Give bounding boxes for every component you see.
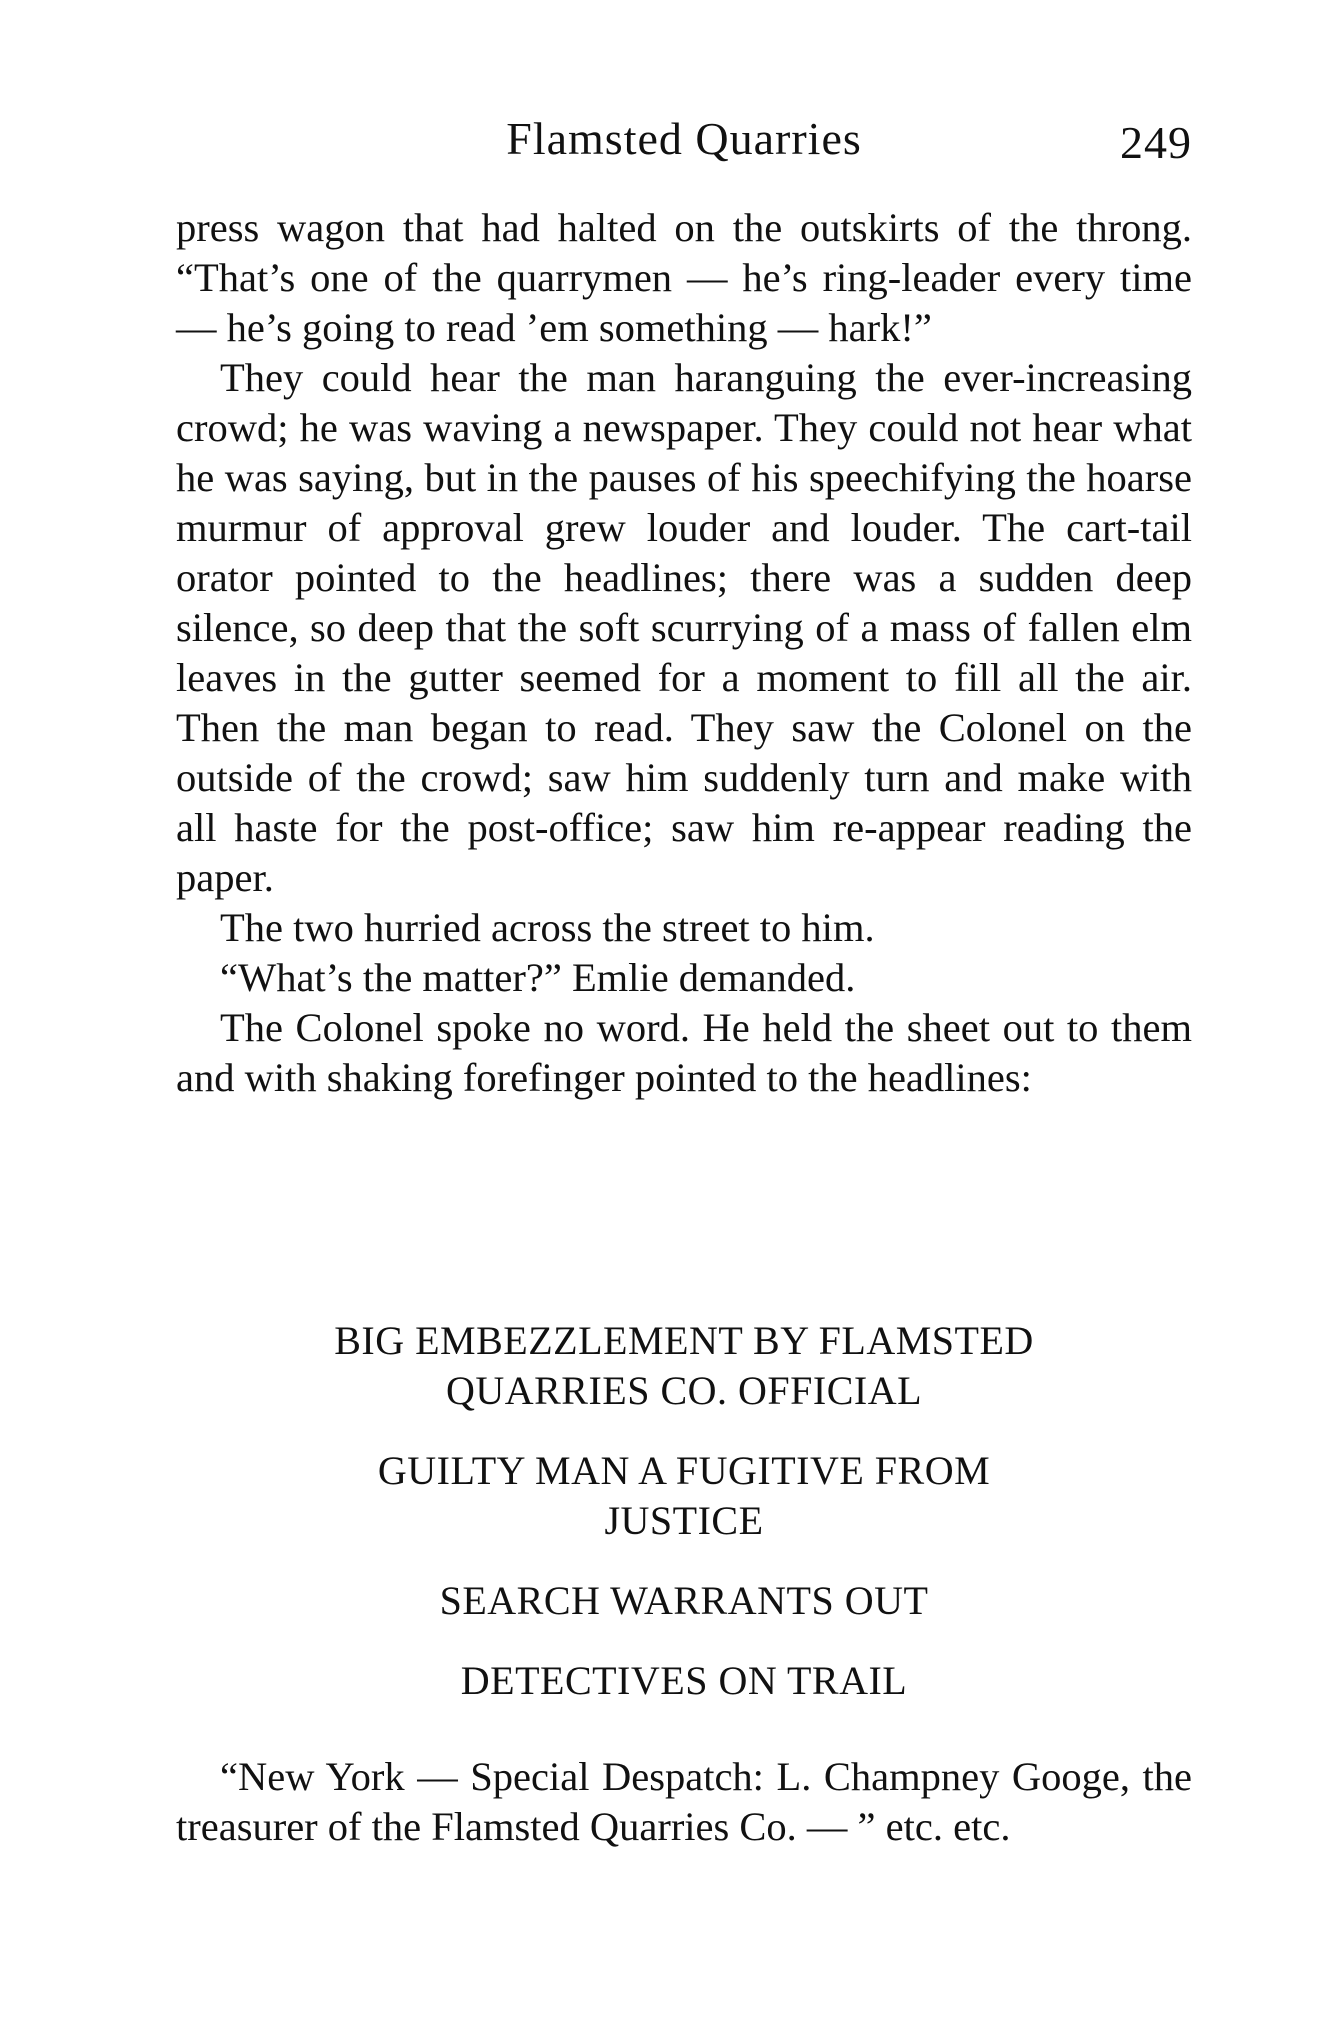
paragraph: press wagon that had halted on the outskirts of the throng. “That’s one of the quarrymen — he’s ring-leader every time — he’s going to read ’em something — hark!” — [176, 205, 1192, 350]
paragraph: The two hurried across the street to him. — [220, 905, 875, 950]
page-number: 249 — [1120, 117, 1192, 168]
paragraph: The Colonel spoke no word. He held the sheet out to them and with shaking forefinger pointed to the headlines: — [176, 1005, 1192, 1100]
newspaper-headlines — [176, 1316, 1192, 1736]
paragraph: “What’s the matter?” Emlie demanded. — [220, 955, 856, 1000]
headline: BIG EMBEZZLEMENT BY FLAMSTED QUARRIES CO. OFFICIAL — [334, 1318, 1034, 1413]
running-title: Flamsted Quarries — [506, 113, 862, 164]
paragraph: “New York — Special Despatch: L. Champney Googe, the treasurer of the Flamsted Quarries Co. — ” etc. etc. — [176, 1754, 1192, 1849]
headline: SEARCH WARRANTS OUT — [439, 1578, 929, 1623]
body-text — [176, 203, 1192, 1103]
paragraph: They could hear the man haranguing the ever-increasing crowd; he was waving a newspaper. They could not hear what he was saying, but in the pauses of his speechifying the hoarse murmur of approval grew louder and louder. The cart-tail orator pointed to the headlines; there was a sudden deep silence, so deep that the soft scurrying of a mass of fallen elm leaves in the gutter seemed for a moment to fill all the air. Then the man began to read. They saw the Colonel on the outside of the crowd; saw him suddenly turn and make with all haste for the post-office; saw him re-appear reading the paper. — [176, 355, 1192, 900]
headline: DETECTIVES ON TRAIL — [460, 1658, 908, 1703]
running-head — [176, 112, 1192, 172]
despatch-quote — [176, 1752, 1192, 1852]
headline: GUILTY MAN A FUGITIVE FROM JUSTICE — [377, 1448, 991, 1543]
